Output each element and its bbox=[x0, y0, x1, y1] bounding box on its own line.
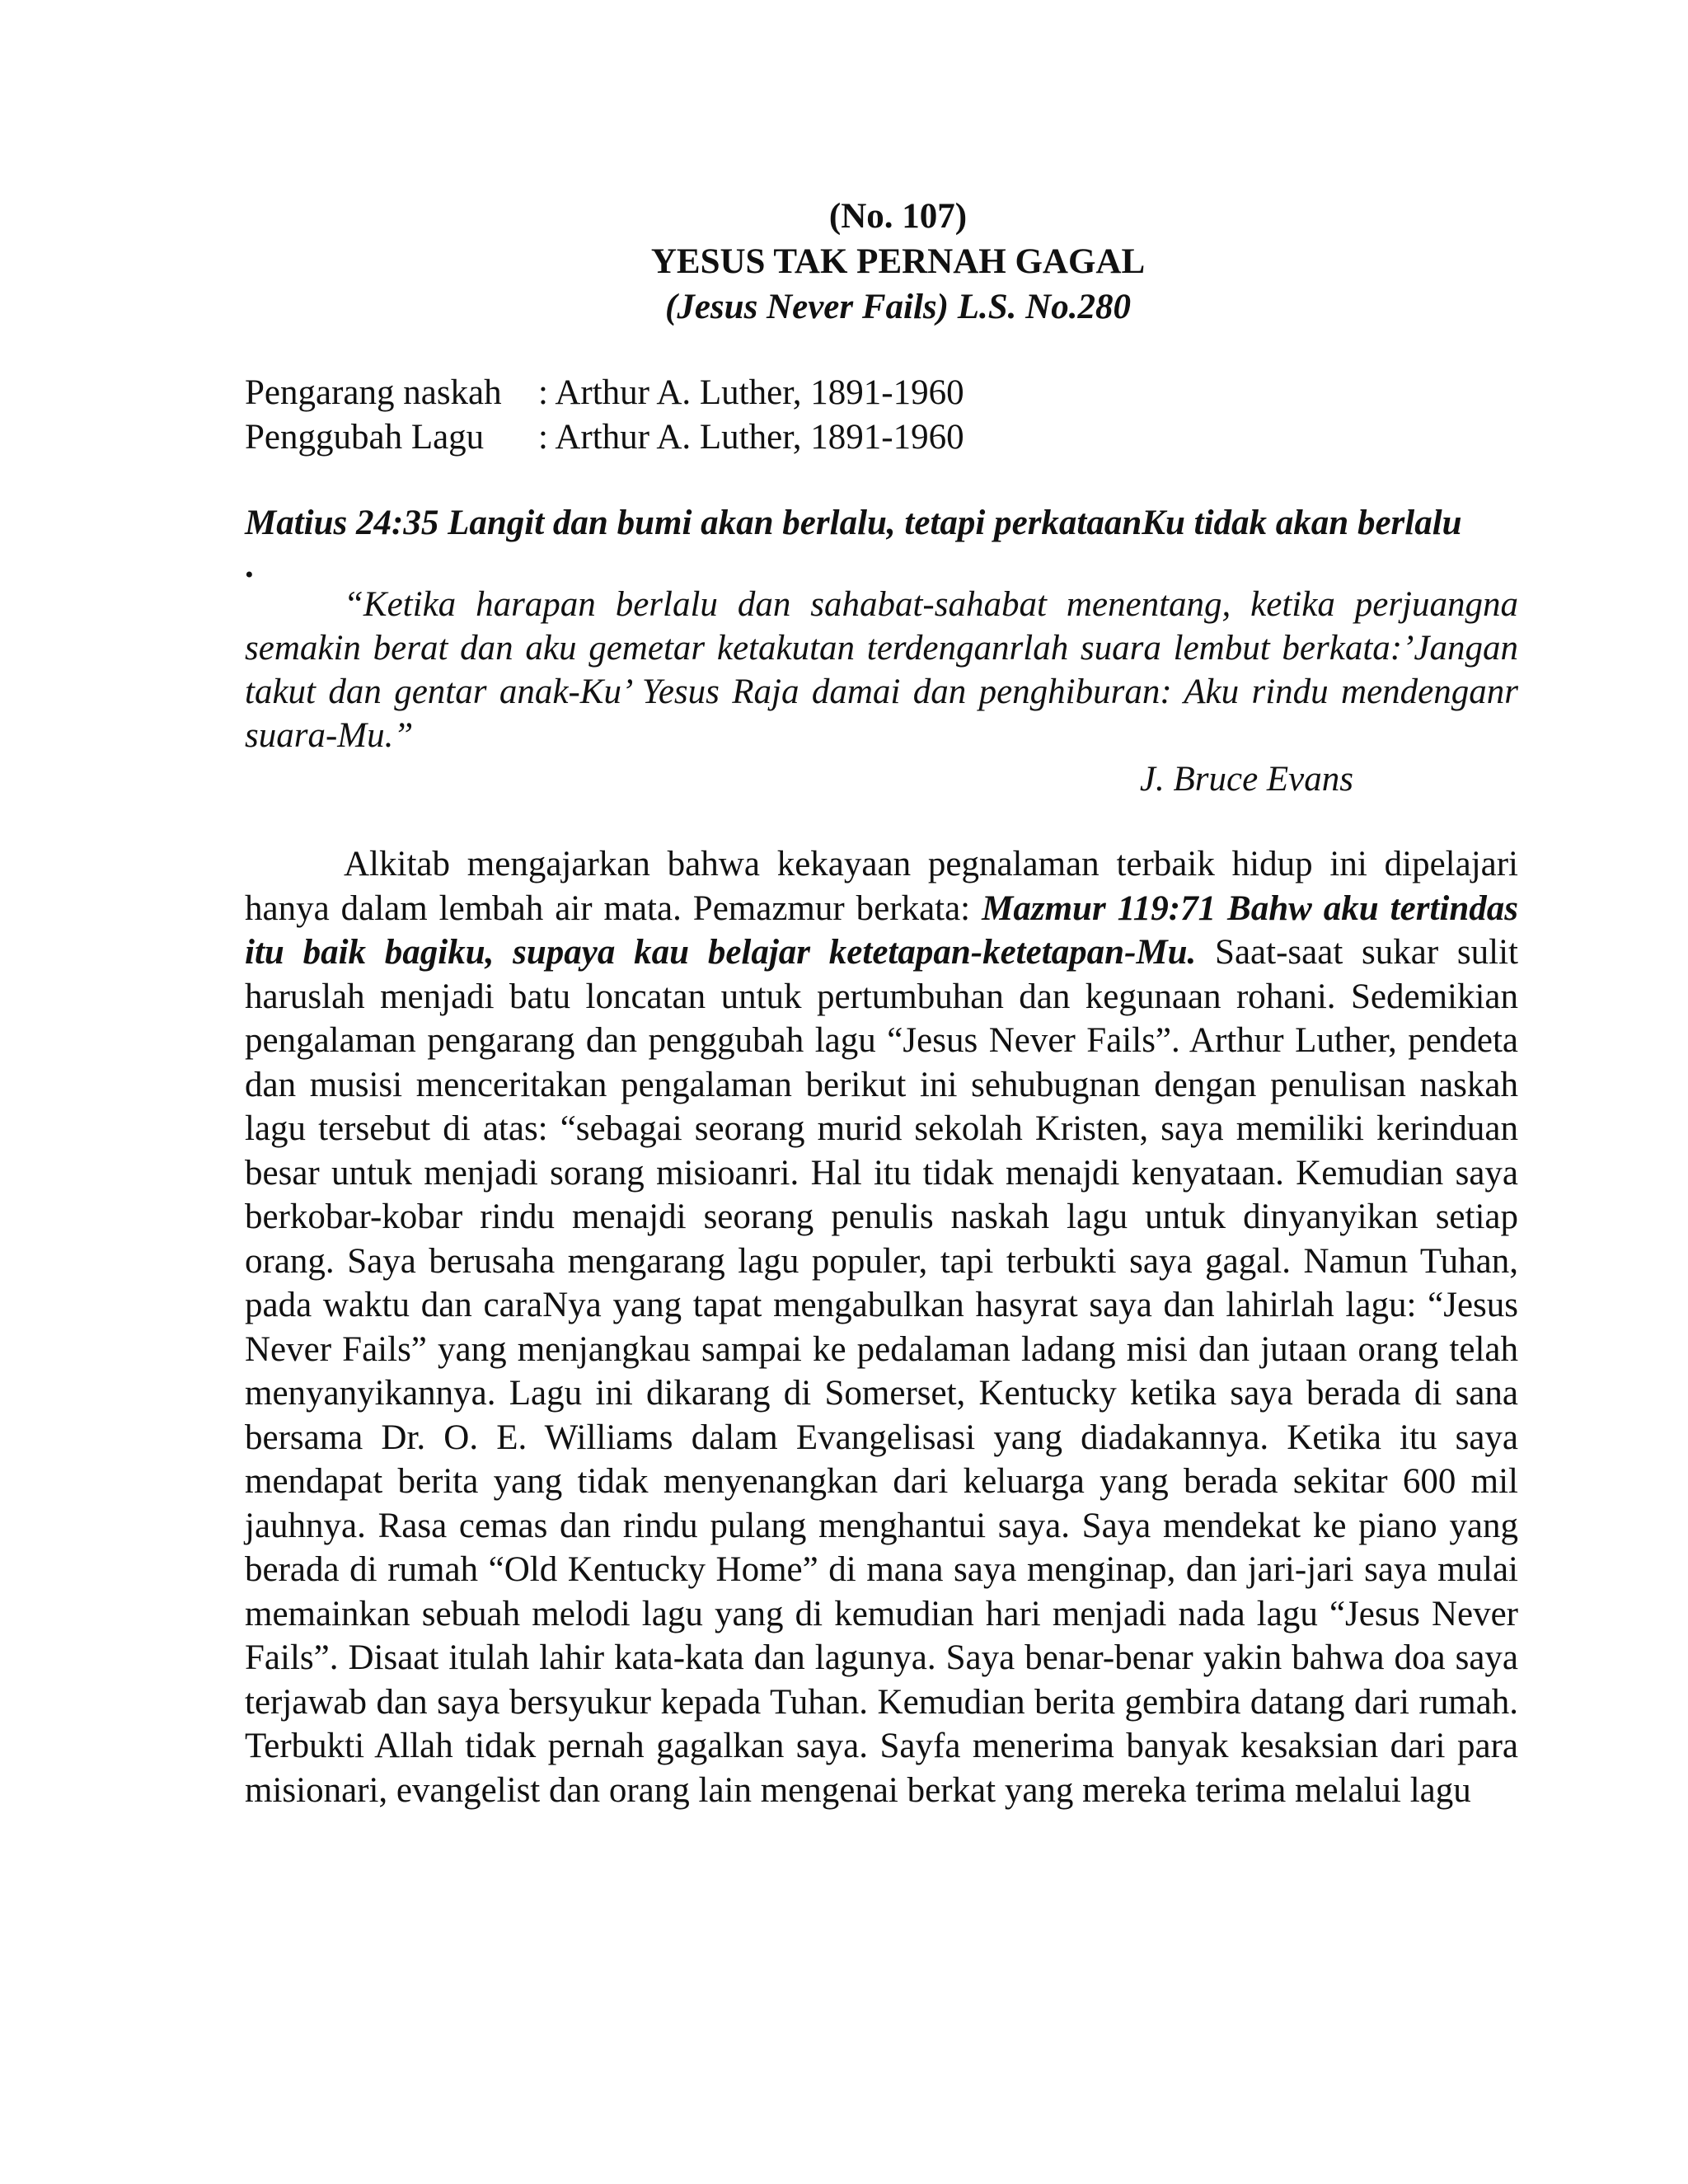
credit-label: Penggubah Lagu bbox=[245, 418, 485, 457]
credit-value: : Arthur A. Luther, 1891-1960 bbox=[538, 418, 964, 457]
document-page bbox=[245, 194, 1518, 1812]
title-block bbox=[278, 194, 1518, 330]
hymn-subtitle: (Jesus Never Fails) L.S. No.280 bbox=[665, 288, 1131, 326]
hymn-number: (No. 107) bbox=[828, 197, 968, 236]
scripture-verse: Matius 24:35 Langit dan bumi akan berlalu, tetapi perkataanKu tidak akan berlalu bbox=[245, 504, 1462, 542]
credit-row-author bbox=[245, 371, 1518, 415]
scripture-reference: Mazmur 119:71 Bahw aku tertindas itu baik bagiku, supaya kau belajar ketetapan-ketetapan-Mu. bbox=[245, 888, 1518, 972]
credit-value: : Arthur A. Luther, 1891-1960 bbox=[538, 373, 964, 412]
body-rest: Saat-saat sukar sulit haruslah menjadi batu loncatan untuk pertumbuhan dan kegunaan rohani. Sedemikian pengalaman pengarang dan penggubah lagu “Jesus Never Fails”. Arthur Luther, pendeta dan musisi menceritakan pengalaman berikut ini sehubugnan dengan penulisan naskah lagu tersebut di atas: “sebagai seorang murid sekolah Kristen, saya memiliki kerinduan besar untuk menjadi sorang misioanri. Hal itu tidak menajdi kenyataan. Kemudian saya berkobar-kobar rindu menajdi seorang penulis naskah lagu untuk dinyanyikan setiap orang. Saya berusaha mengarang lagu populer, tapi terbukti saya gagal. Namun Tuhan, pada waktu dan caraNya yang tapat mengabulkan hasyrat saya dan lahirlah lagu: “Jesus Never Fails” yang menjangkau sampai ke pedalaman ladang misi dan jutaan orang telah menyanyikannya. Lagu ini dikarang di Somerset, Kentucky ketika saya berada di sana bersama Dr. O. E. Williams dalam Evangelisasi yang diadakannya. Ketika itu saya mendapat berita yang tidak menyenangkan dari keluarga yang berada sekitar 600 mil jauhnya. Rasa cemas dan rindu pulang menghantui saya. Saya mendekat ke piano yang berada di rumah “Old Kentucky Home” di mana saya menginap, dan jari-jari saya mulai memainkan sebuah melodi lagu yang di kemudian hari menjadi nada lagu “Jesus Never Fails”. Disaat itulah lahir kata-kata dan lagunya. Saya benar-benar yakin bahwa doa saya terjawab dan saya bersyukur kepada Tuhan. Kemudian berita gembira datang dari rumah. Terbukti Allah tidak pernah gagalkan saya. Sayfa menerima banyak kesaksian dari para misionari, evangelist dan orang lain mengenai berkat yang mereka terima melalui lagu bbox=[245, 933, 1518, 1810]
quote-author: J. Bruce Evans bbox=[1139, 760, 1353, 799]
body-intro: Alkitab mengajarkan bahwa kekayaan pegnalaman terbaik hidup ini dipelajari hanya dalam lembah air mata. Pemazmur berkata: bbox=[245, 845, 1518, 928]
credit-row-composer bbox=[245, 415, 1518, 460]
credits bbox=[245, 371, 1518, 460]
quote-text: “Ketika harapan berlalu dan sahabat-sahabat menentang, ketika perjuangna semakin berat dan aku gemetar ketakutan terdenganrlah suara lembut berkata:’Jangan takut dan gentar anak-Ku’ Yesus Raja damai dan penghiburan: Aku rindu mendenganr suara-Mu.” bbox=[245, 585, 1518, 755]
body-paragraph bbox=[245, 842, 1518, 1812]
separator-dot: . bbox=[245, 546, 254, 585]
hymn-title: YESUS TAK PERNAH GAGAL bbox=[650, 242, 1146, 281]
credit-label: Pengarang naskah bbox=[245, 373, 502, 412]
